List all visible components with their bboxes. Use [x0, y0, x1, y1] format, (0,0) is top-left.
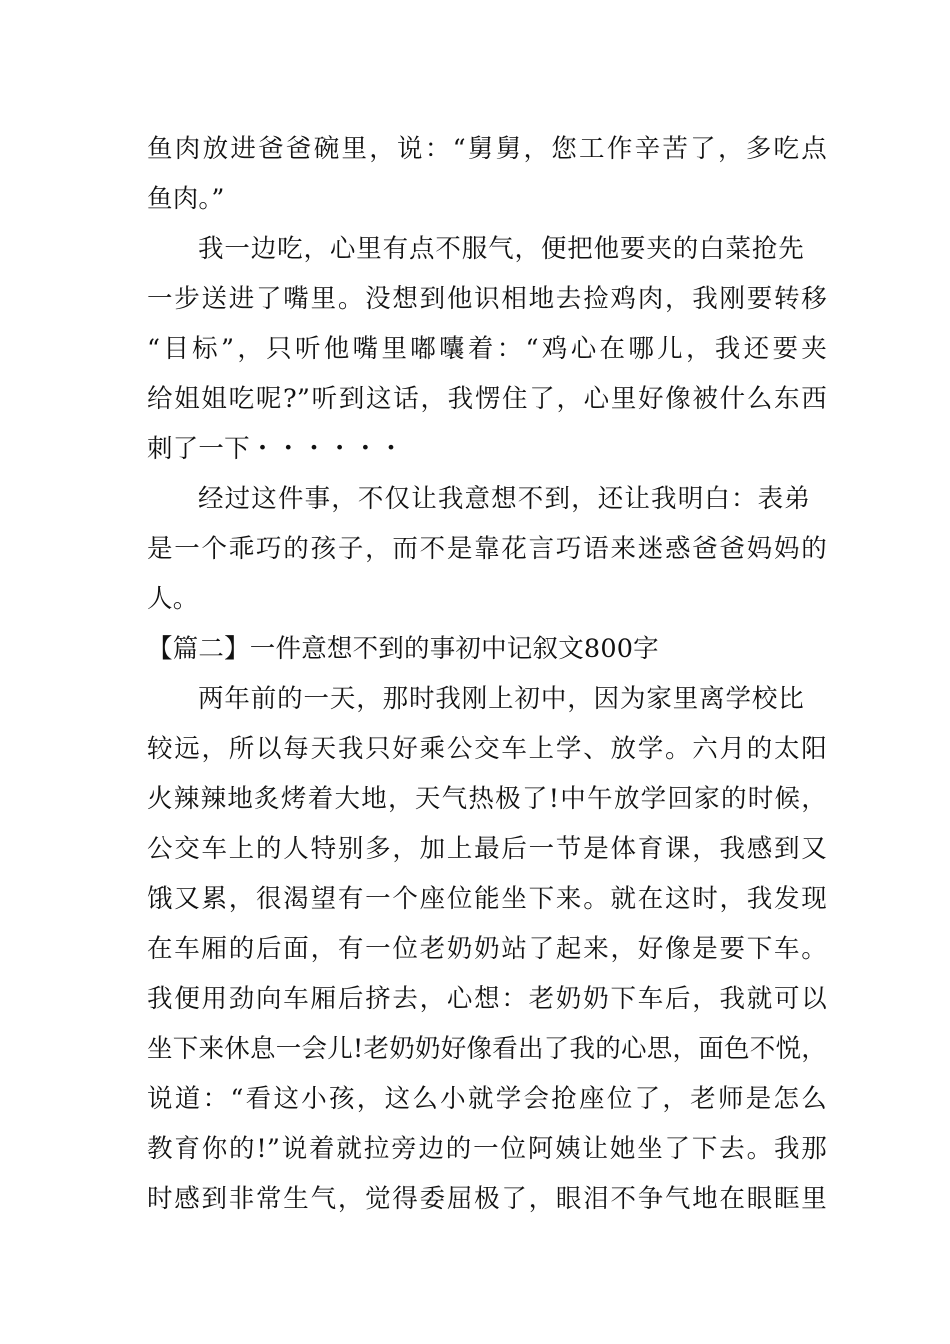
text-line: 公交车上的人特别多，加上最后一节是体育课，我感到又 — [147, 834, 827, 864]
text-line: 饿又累，很渴望有一个座位能坐下来。就在这时，我发现 — [147, 884, 827, 914]
text-line: 给姐姐吃呢?”听到这话，我愣住了，心里好像被什么东西 — [147, 384, 827, 414]
text-line: 说道：“看这小孩，这么小就学会抢座位了，老师是怎么 — [147, 1084, 827, 1114]
text-line: 在车厢的后面，有一位老奶奶站了起来，好像是要下车。 — [147, 934, 827, 964]
text-line: 我便用劲向车厢后挤去，心想：老奶奶下车后，我就可以 — [147, 984, 827, 1014]
text-line: 鱼肉。” — [147, 184, 225, 214]
text-line: 两年前的一天，那时我刚上初中，因为家里离学校比 — [198, 684, 804, 714]
text-line: 刺了一下・・・・・・ — [147, 434, 405, 464]
text-line: 时感到非常生气，觉得委屈极了，眼泪不争气地在眼眶里 — [147, 1184, 827, 1214]
text-line: 人。 — [147, 584, 199, 614]
text-line: 经过这件事，不仅让我意想不到，还让我明白：表弟 — [198, 484, 810, 514]
text-line: 教育你的!”说着就拉旁边的一位阿姨让她坐了下去。我那 — [147, 1134, 827, 1164]
text-line: 火辣辣地炙烤着大地，天气热极了!中午放学回家的时候， — [147, 784, 827, 814]
text-line: 坐下来休息一会儿!老奶奶好像看出了我的心思，面色不悦， — [147, 1034, 827, 1064]
text-line: 一步送进了嘴里。没想到他识相地去捡鸡肉，我刚要转移 — [147, 284, 827, 314]
text-line: 我一边吃，心里有点不服气，便把他要夹的白菜抢先 — [198, 234, 804, 264]
text-line: 是一个乖巧的孩子，而不是靠花言巧语来迷惑爸爸妈妈的 — [147, 534, 827, 564]
text-line: 鱼肉放进爸爸碗里，说：“舅舅，您工作辛苦了，多吃点 — [147, 134, 827, 164]
text-line: “目标”，只听他嘴里嘟囔着：“鸡心在哪儿，我还要夹 — [147, 334, 827, 364]
text-line: 较远，所以每天我只好乘公交车上学、放学。六月的太阳 — [147, 734, 827, 764]
section-heading: 【篇二】一件意想不到的事初中记叙文800字 — [147, 634, 659, 664]
